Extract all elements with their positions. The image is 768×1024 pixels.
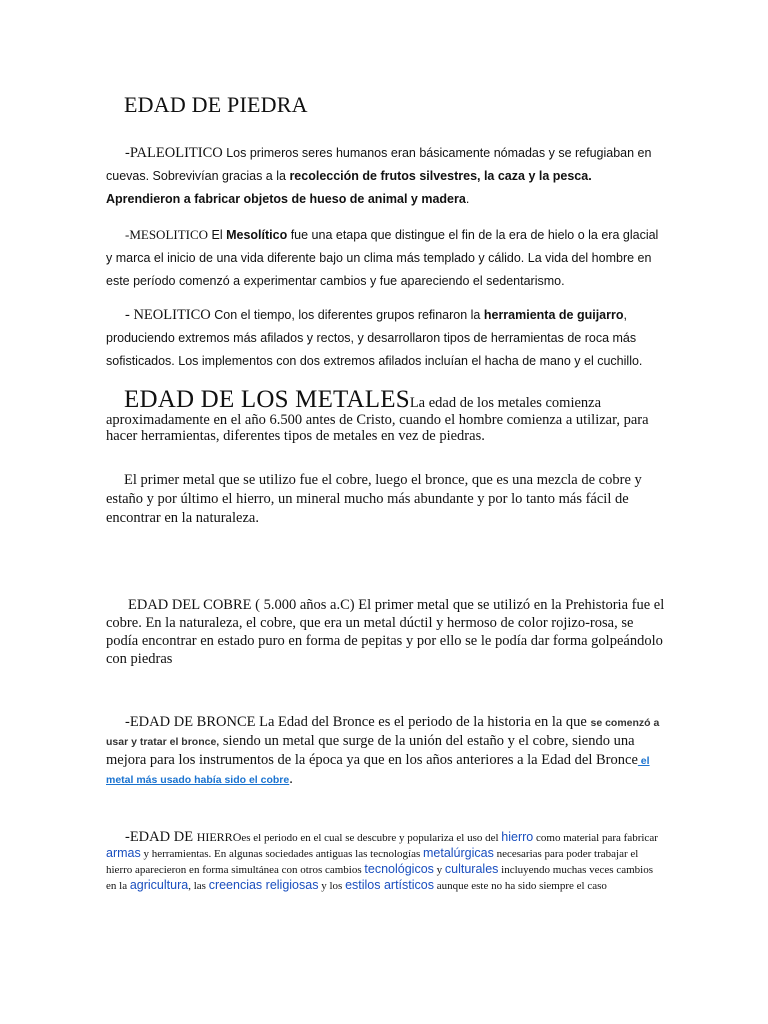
hierro-text-7: , las [188, 880, 209, 892]
mesolitico-label: -MESOLITICO [125, 227, 209, 242]
hierro-text-2: como material para fabricar [533, 832, 658, 844]
paragraph-mesolitico [106, 223, 666, 293]
neolitico-label: - NEOLITICO [125, 307, 211, 323]
bronce-small-text: se comenzó a usar y tratar el bronce, [106, 717, 660, 748]
hierro-text-9: aunque este no ha sido siempre el caso [433, 880, 607, 892]
mesolitico-text-2: fue una etapa que distingue el fin de la era de hielo o la era glacial y marca el inicio de una vida diferente bajo un clima más templado y cálido. La vida del hombre en este período comenzó a experimentar cambios y fue apareciendo el sedentarismo. [106, 228, 659, 288]
neolitico-text-1: Con el tiempo, los diferentes grupos refinaron la [210, 308, 484, 322]
cobre-text: EDAD DEL COBRE ( 5.000 años a.C) El primer metal que se utilizó en la Prehistoria fue el cobre. En la naturaleza, el cobre, que era un metal dúctil y hermoso de color rojizo-rosa, se podía encontrar en estado puro en forma de pepitas y por ello se le podía dar forma golpeándolo con piedras [106, 597, 665, 667]
section-title-edad-de-piedra: EDAD DE PIEDRA [124, 92, 308, 117]
mesolitico-bold: Mesolítico [226, 228, 288, 242]
hierro-text-8: y los [318, 880, 346, 892]
paragraph-edad-bronce [106, 713, 666, 789]
hierro-text-1: es el periodo en el cual se descubre y populariza el uso del [241, 832, 502, 844]
bronce-text-1: -EDAD DE BRONCE La Edad del Bronce es el periodo de la historia en la que [125, 714, 591, 730]
paleolitico-label: -PALEOLITICO [125, 145, 223, 161]
link-agricultura[interactable]: agricultura [129, 878, 189, 892]
neolitico-bold: herramienta de guijarro [483, 308, 624, 322]
paleolitico-text-1: Los primeros seres humanos eran básicamente nómadas y se refugiaban en cuevas. Sobrevivían gracias a la [106, 146, 652, 183]
hierro-text-4: necesarias para poder trabajar el hierro aparecieron en forma simultánea con otros cambios [106, 848, 639, 876]
hierro-lead-small: HIERRO [196, 830, 242, 844]
hierro-text-6: incluyendo muchas veces cambios en la [106, 864, 653, 892]
bronce-link[interactable]: el metal más usado había sido el cobre [106, 755, 650, 786]
paragraph-paleolitico [106, 142, 666, 211]
link-creencias-religiosas[interactable]: creencias religiosas [208, 878, 319, 892]
paleolitico-bold: recolección de frutos silvestres, la caza y la pesca. Aprendieron a fabricar objetos de hueso de animal y madera [106, 169, 592, 206]
hierro-text-3: y herramientas. En algunas sociedades antiguas las tecnologías [140, 848, 423, 860]
paragraph-neolitico [106, 304, 666, 373]
bronce-text-2: siendo un metal que surge de la unión del estaño y el cobre, siendo una mejora para los instrumentos de la época ya que en los años anteriores a la Edad del Bronce [106, 733, 638, 768]
neolitico-text-2: , produciendo extremos más afilados y rectos, y desarrollaron tipos de herramientas de roca más sofisticados. Los implementos con dos extremos afilados incluían el hacha de mano y el cuchillo. [106, 308, 643, 368]
mesolitico-text-1: El [208, 228, 227, 242]
paragraph-edad-hierro [106, 830, 666, 894]
link-estilos-artisticos[interactable]: estilos artísticos [345, 878, 434, 892]
section-title-edad-de-los-metales: EDAD DE LOS METALES [124, 386, 410, 413]
paragraph-primer-metal [106, 471, 666, 528]
bronce-text-3: . [289, 771, 293, 787]
link-armas[interactable]: armas [106, 846, 141, 860]
link-culturales[interactable]: culturales [444, 862, 499, 876]
hierro-lead: -EDAD DE [125, 829, 197, 845]
link-metalurgicas[interactable]: metalúrgicas [422, 846, 494, 860]
paragraph-edad-metales [106, 386, 666, 445]
hierro-text-5: y [433, 864, 445, 876]
metales-p2: El primer metal que se utilizo fue el cobre, luego el bronce, que es una mezcla de cobre y estaño y por último el hierro, un mineral mucho más abundante y por lo tanto más fácil de encontrar en la naturaleza. [106, 472, 642, 526]
paleolitico-text-2: . [465, 192, 470, 206]
link-tecnologicos[interactable]: tecnológicos [364, 862, 434, 876]
metales-intro: La edad de los metales comienza aproximadamente en el año 6.500 antes de Cristo, cuando el hombre comienza a utilizar, para hacer herramientas, diferentes tipos de metales en vez de piedras. [106, 395, 649, 444]
paragraph-edad-cobre [106, 596, 666, 668]
link-hierro[interactable]: hierro [501, 830, 534, 844]
